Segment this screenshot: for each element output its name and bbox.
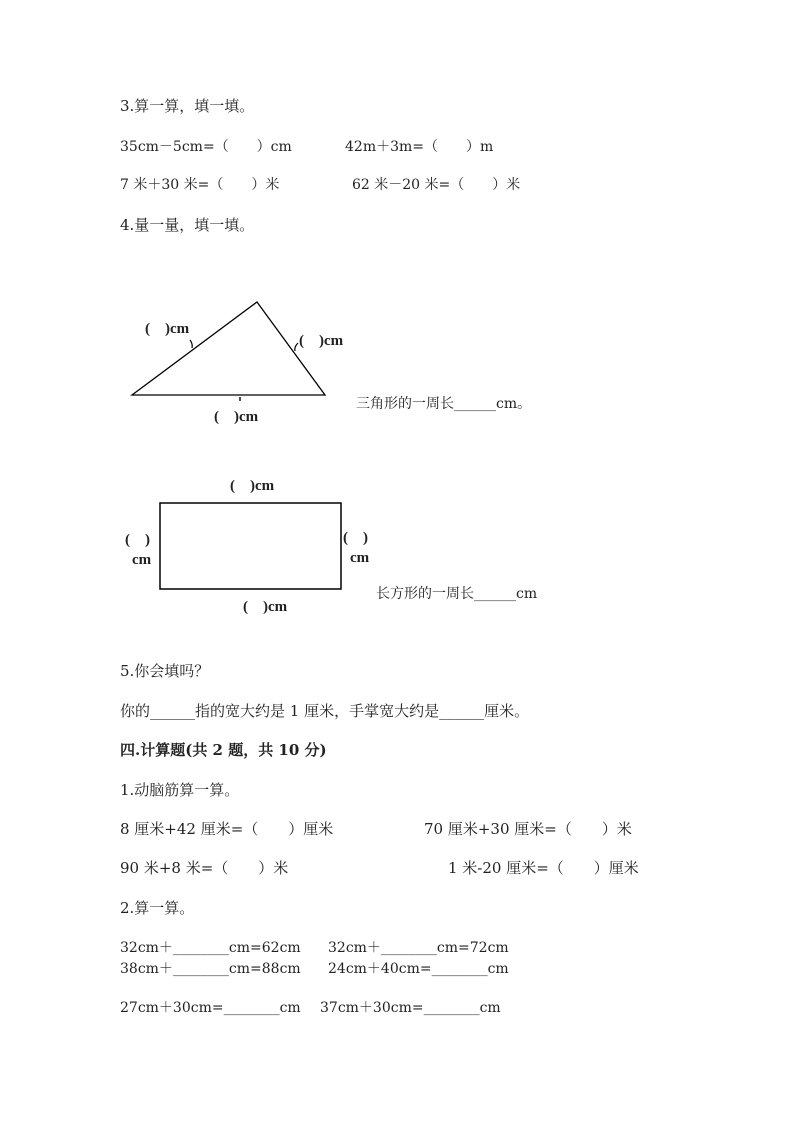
section4-title: 四.计算题(共 2 题，共 10 分) — [120, 741, 327, 759]
section4-p2-row3-a: 27cm＋30cm=________cm — [120, 1000, 301, 1016]
section4-p2-row2-b: 24cm＋40cm=________cm — [328, 961, 509, 977]
triangle-right-side-label: ( )cm — [299, 333, 344, 349]
section4-p2-row1-a: 32cm＋________cm=62cm — [120, 940, 301, 956]
q3-row2-right: 62 米－20 米=（ ）米 — [352, 177, 521, 193]
rectangle-right-paren: ( ) — [343, 530, 368, 546]
section4-p1-title: 1.动脑筋算一算。 — [120, 781, 240, 799]
section4-p1-row2-left: 90 米+8 米=（ ）米 — [120, 859, 289, 877]
triangle-figure — [132, 302, 325, 401]
triangle-left-side-label: ( )cm — [145, 321, 190, 337]
rectangle-left-paren: ( ) — [125, 532, 150, 548]
section4-p1-row1-right: 70 厘米+30 厘米=（ ）米 — [424, 820, 632, 838]
q4-title: 4.量一量，填一填。 — [120, 216, 255, 234]
section4-p2-row1-b: 32cm＋________cm=72cm — [328, 940, 509, 956]
rectangle-shape — [160, 503, 341, 589]
triangle-left-tick — [190, 340, 192, 348]
section4-p2-row3-b: 37cm＋30cm=________cm — [320, 1000, 501, 1016]
section4-p1-row2-right: 1 米-20 厘米=（ ）厘米 — [448, 859, 639, 877]
rectangle-left-unit: cm — [132, 552, 152, 568]
q3-title: 3.算一算，填一填。 — [120, 97, 255, 115]
triangle-shape — [132, 302, 325, 395]
q5-title: 5.你会填吗？ — [120, 662, 210, 680]
section4-p1-row1-left: 8 厘米+42 厘米=（ ）厘米 — [120, 820, 334, 838]
rectangle-top-side-label: ( )cm — [230, 478, 275, 494]
rectangle-right-unit: cm — [350, 550, 370, 566]
section4-p2-title: 2.算一算。 — [120, 899, 195, 917]
rectangle-bottom-side-label: ( )cm — [243, 599, 288, 615]
q5-line: 你的______指的宽大约是 1 厘米，手掌宽大约是______厘米。 — [120, 702, 530, 720]
q3-row1-left: 35cm－5cm=（ ）cm — [120, 139, 292, 155]
triangle-perimeter-text: 三角形的一周长______cm。 — [356, 396, 532, 412]
triangle-bottom-side-label: ( )cm — [214, 409, 259, 425]
section4-p2-row2-a: 38cm＋________cm=88cm — [120, 961, 301, 977]
q3-row1-right: 42m＋3m=（ ）m — [345, 139, 494, 155]
rectangle-perimeter-text: 长方形的一周长______cm — [376, 586, 538, 602]
triangle-right-tick — [295, 343, 298, 351]
q3-row2-left: 7 米＋30 米=（ ）米 — [120, 177, 280, 193]
